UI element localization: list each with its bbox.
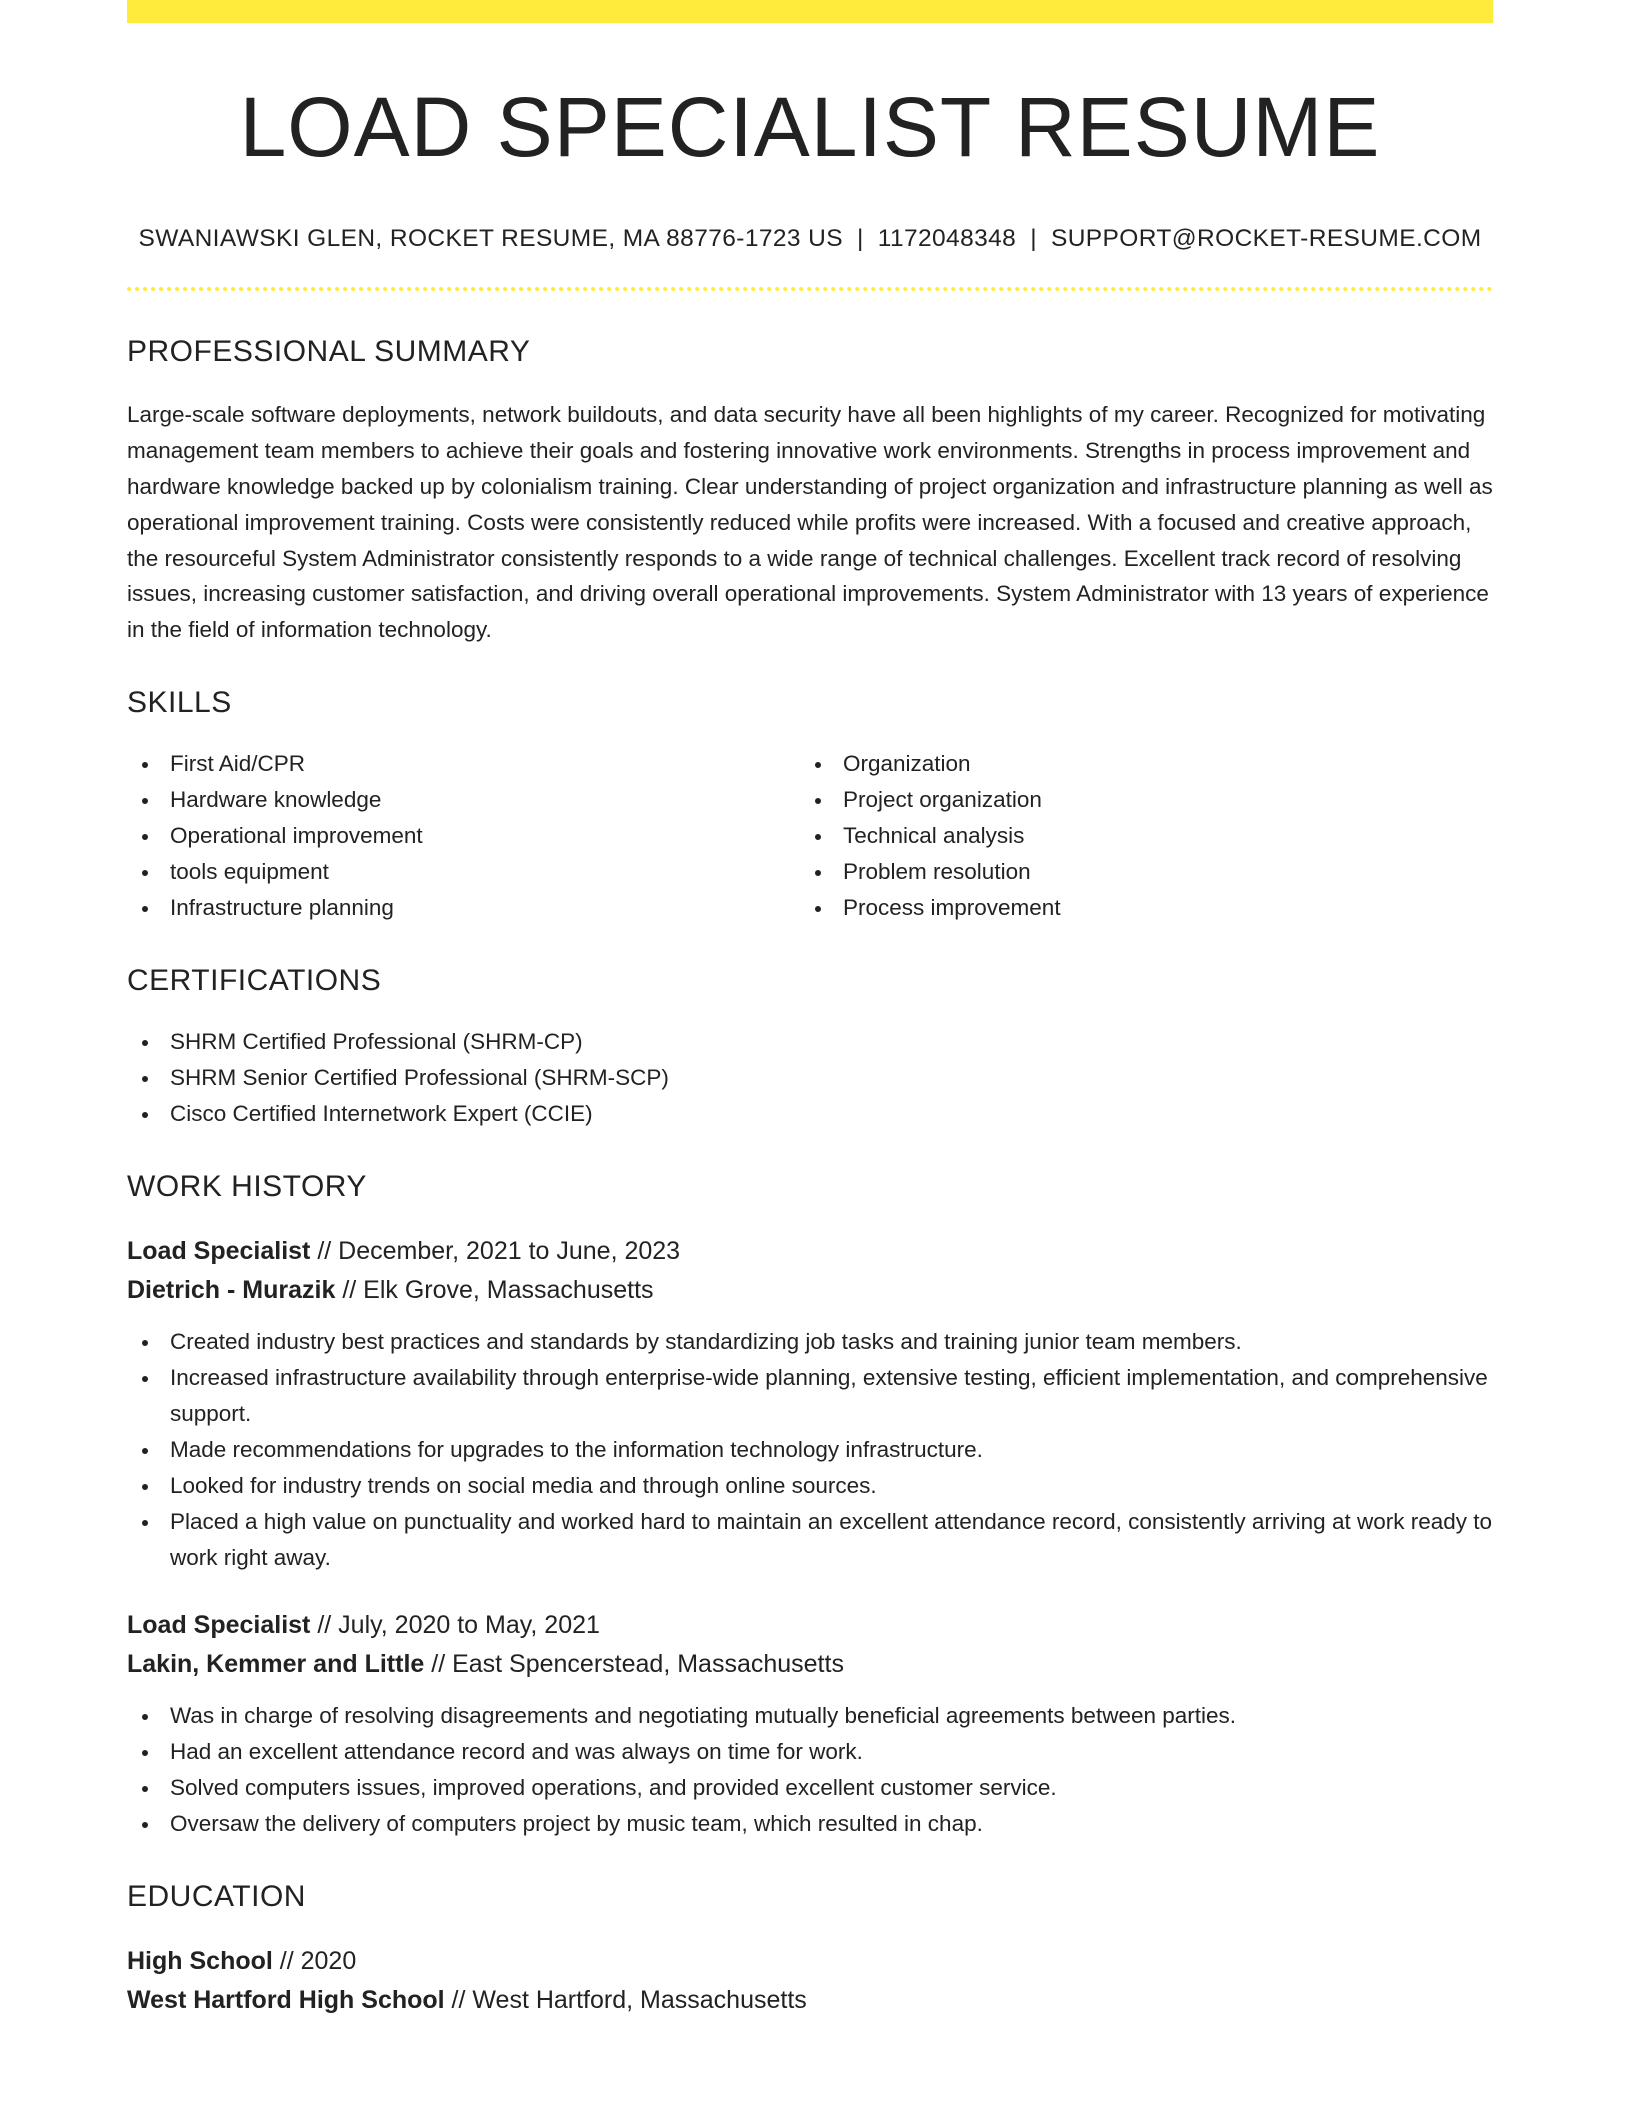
skill-item: Problem resolution xyxy=(800,854,1473,890)
job-bullet: Oversaw the delivery of computers project by music team, which resulted in chap. xyxy=(127,1806,1493,1842)
summary-heading: PROFESSIONAL SUMMARY xyxy=(127,335,531,369)
dotted-divider xyxy=(127,287,1493,291)
certifications-list xyxy=(127,1024,1493,1132)
education-entry xyxy=(127,1942,1493,2020)
job-title-line xyxy=(127,1232,1493,1271)
job-dates: // July, 2020 to May, 2021 xyxy=(310,1610,600,1639)
contact-separator: | xyxy=(1030,225,1037,253)
job-bullet: Made recommendations for upgrades to the information technology infrastructure. xyxy=(127,1432,1493,1468)
job-company: Lakin, Kemmer and Little xyxy=(127,1649,425,1678)
education-heading: EDUCATION xyxy=(127,1879,306,1913)
resume-title: LOAD SPECIALIST RESUME xyxy=(239,80,1381,174)
education-degree: High School xyxy=(127,1946,273,1975)
education-year: // 2020 xyxy=(272,1946,357,1975)
job-title: Load Specialist xyxy=(127,1236,311,1265)
summary-text: Large-scale software deployments, network buildouts, and data security have all been highlights of my career. Recognized for motivating management team members to achieve their goals and fostering innovative work environments. Strengths in process improvement and hardware knowledge backed up by colonialism training. Clear understanding of project organization and infrastructure planning as well as operational improvement training. Costs were consistently reduced while profits were increased. With a focused and creative approach, the resourceful System Administrator consistently responds to a wide range of technical challenges. Excellent track record of resolving issues, increasing customer satisfaction, and driving overall operational improvements. System Administrator with 13 years of experience in the field of information technology. xyxy=(127,402,1493,643)
job-bullet-list xyxy=(127,1324,1493,1576)
skill-item: Infrastructure planning xyxy=(127,890,800,926)
job-title: Load Specialist xyxy=(127,1610,311,1639)
skill-item: Process improvement xyxy=(800,890,1473,926)
job-company: Dietrich - Murazik xyxy=(127,1275,336,1304)
skill-item: Operational improvement xyxy=(127,818,800,854)
job-bullet: Increased infrastructure availability through enterprise-wide planning, extensive testing, efficient implementation, and comprehensive support. xyxy=(127,1360,1493,1432)
certifications-heading: CERTIFICATIONS xyxy=(127,963,382,997)
job-bullet: Solved computers issues, improved operations, and provided excellent customer service. xyxy=(127,1770,1493,1806)
contact-line xyxy=(127,225,1493,253)
education-school-line xyxy=(127,1981,1493,2020)
job-bullet: Created industry best practices and standards by standardizing job tasks and training junior team members. xyxy=(127,1324,1493,1360)
skill-item: Technical analysis xyxy=(800,818,1473,854)
job-entry xyxy=(127,1232,1493,1576)
skills-list-right xyxy=(800,746,1473,926)
contact-phone: 1172048348 xyxy=(877,225,1017,253)
contact-separator: | xyxy=(856,225,864,253)
job-company-line xyxy=(127,1271,1493,1310)
job-bullet: Was in charge of resolving disagreements and negotiating mutually beneficial agreements between parties. xyxy=(127,1698,1493,1734)
skill-item: Organization xyxy=(800,746,1473,782)
education-location: // West Hartford, Massachusetts xyxy=(444,1985,807,2014)
skill-item: tools equipment xyxy=(127,854,800,890)
work-history-heading: WORK HISTORY xyxy=(127,1169,367,1203)
resume-page xyxy=(127,0,1493,2020)
job-bullet: Placed a high value on punctuality and worked hard to maintain an excellent attendance record, consistently arriving at work ready to work right away. xyxy=(127,1504,1493,1576)
job-bullet: Looked for industry trends on social media and through online sources. xyxy=(127,1468,1493,1504)
contact-email: SUPPORT@ROCKET-RESUME.COM xyxy=(1050,225,1482,253)
education-school: West Hartford High School xyxy=(127,1985,445,2014)
skill-item: Project organization xyxy=(800,782,1473,818)
certification-item: SHRM Senior Certified Professional (SHRM-SCP) xyxy=(127,1060,1493,1096)
job-location: // East Spencerstead, Massachusetts xyxy=(424,1649,844,1678)
job-entry xyxy=(127,1606,1493,1842)
education-degree-line xyxy=(127,1942,1493,1981)
job-bullet-list xyxy=(127,1698,1493,1842)
skill-item: First Aid/CPR xyxy=(127,746,800,782)
job-location: // Elk Grove, Massachusetts xyxy=(335,1275,654,1304)
skills-heading: SKILLS xyxy=(127,685,232,719)
job-title-line xyxy=(127,1606,1493,1645)
job-bullet: Had an excellent attendance record and was always on time for work. xyxy=(127,1734,1493,1770)
certification-item: Cisco Certified Internetwork Expert (CCIE) xyxy=(127,1096,1493,1132)
certification-item: SHRM Certified Professional (SHRM-CP) xyxy=(127,1024,1493,1060)
contact-address: SWANIAWSKI GLEN, ROCKET RESUME, MA 88776-1723 US xyxy=(138,225,843,253)
job-spacer xyxy=(127,1576,1493,1606)
skill-item: Hardware knowledge xyxy=(127,782,800,818)
skills-grid xyxy=(127,746,1493,926)
job-dates: // December, 2021 to June, 2023 xyxy=(310,1236,681,1265)
skills-list-left xyxy=(127,746,800,926)
job-company-line xyxy=(127,1645,1493,1684)
accent-top-bar xyxy=(127,0,1493,23)
